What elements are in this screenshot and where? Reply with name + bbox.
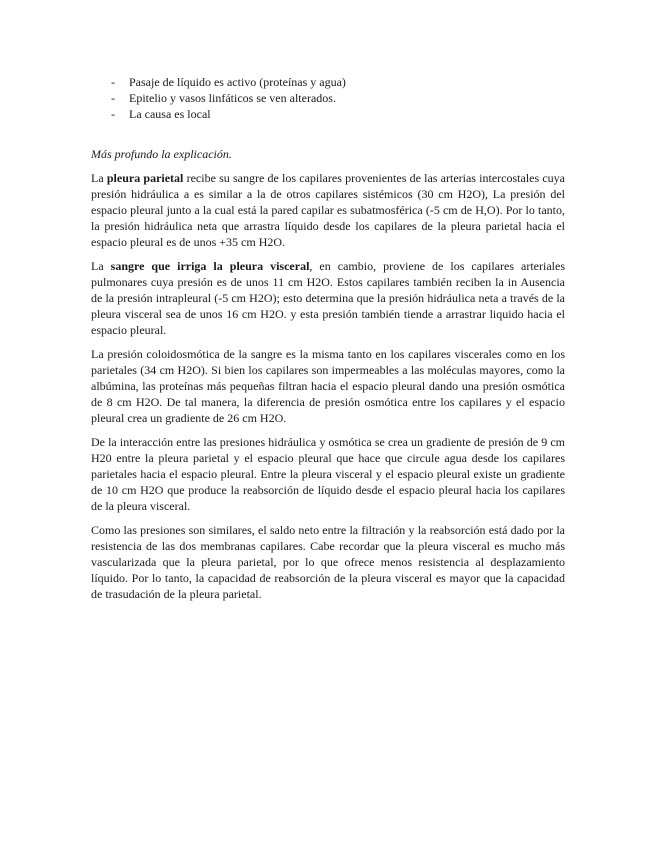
paragraph-conclusion [91,522,565,602]
paragraph-gradiente [91,434,565,514]
paragraph-text: La [91,259,111,273]
paragraph-pleura-parietal [91,170,565,250]
paragraph-coloidosmotica [91,346,565,426]
paragraph-text: recibe su sangre de los capilares provenientes de las arterias intercostales cuya presión hidráulica a es similar a la de otros capilares sistémicos (30 cm H2O), La presión del espacio pleural junto a la cual está la pared capilar es subatmosférica (-5 cm de H,O). Por lo tanto, la presión hidráulica neta que arrastra líquido desde los capilares de la pleura parietal hacia el espacio pleural es de unos +35 cm H2O. [91,171,565,249]
list-item [111,106,581,122]
bullet-marker: - [111,107,115,121]
list-item [111,74,581,90]
bullet-marker: - [111,91,115,105]
list-item [111,90,581,106]
document-body [91,146,565,610]
section-subheading: Más profundo la explicación. [91,147,232,161]
bullet-text: Epitelio y vasos linfáticos se ven alterados. [129,91,336,105]
paragraph-text: La [91,171,107,185]
bullet-text: Pasaje de líquido es activo (proteínas y agua) [129,75,346,89]
bold-term: pleura parietal [106,171,184,185]
paragraph-text: De la interacción entre las presiones hidráulica y osmótica se crea un gradiente de presión de 9 cm H20 entre la pleura parietal y el espacio pleural que hace que circule agua desde los capilares parietales hacia el espacio pleural. Entre la pleura visceral y el espacio pleural existe un gradiente de 10 cm H2O que produce la reabsorción de líquido desde el espacio pleural hacia los capilares de la pleura visceral. [91,435,565,513]
paragraph-pleura-visceral [91,258,565,338]
bold-term: sangre que irriga la pleura visceral [110,259,310,273]
bullet-text: La causa es local [129,107,211,121]
paragraph-text: Como las presiones son similares, el saldo neto entre la filtración y la reabsorción está dado por la resistencia de las dos membranas capilares. Cabe recordar que la pleura visceral es mucho más vascularizada que la pleura parietal, por lo que ofrece menos resistencia al desplazamiento líquido. Por lo tanto, la capacidad de reabsorción de la pleura visceral es mayor que la capacidad de trasudación de la pleura parietal. [91,523,565,601]
paragraph-text: La presión coloidosmótica de la sangre es la misma tanto en los capilares viscerales como en los parietales (34 cm H2O). Si bien los capilares son impermeables a las moléculas mayores, como la albúmina, las proteínas más pequeñas filtran hacia el espacio pleural dando una presión osmótica de 8 cm H2O. De tal manera, la diferencia de presión osmótica entre los capilares y el espacio pleural crea un gradiente de 26 cm H2O. [91,347,565,425]
paragraph-text: , en cambio, proviene de los capilares arteriales pulmonares cuya presión es de unos 11 cm H2O. Estos capilares también reciben la in Ausencia de la presión intrapleural (-5 cm H2O); esto determina que la presión hidráulica neta a través de la pleura visceral sea de unos 16 cm H2O. y esta presión también tiende a arrastrar liquido hacia el espacio pleural. [91,259,565,337]
bullet-marker: - [111,75,115,89]
bullet-list [111,74,581,122]
